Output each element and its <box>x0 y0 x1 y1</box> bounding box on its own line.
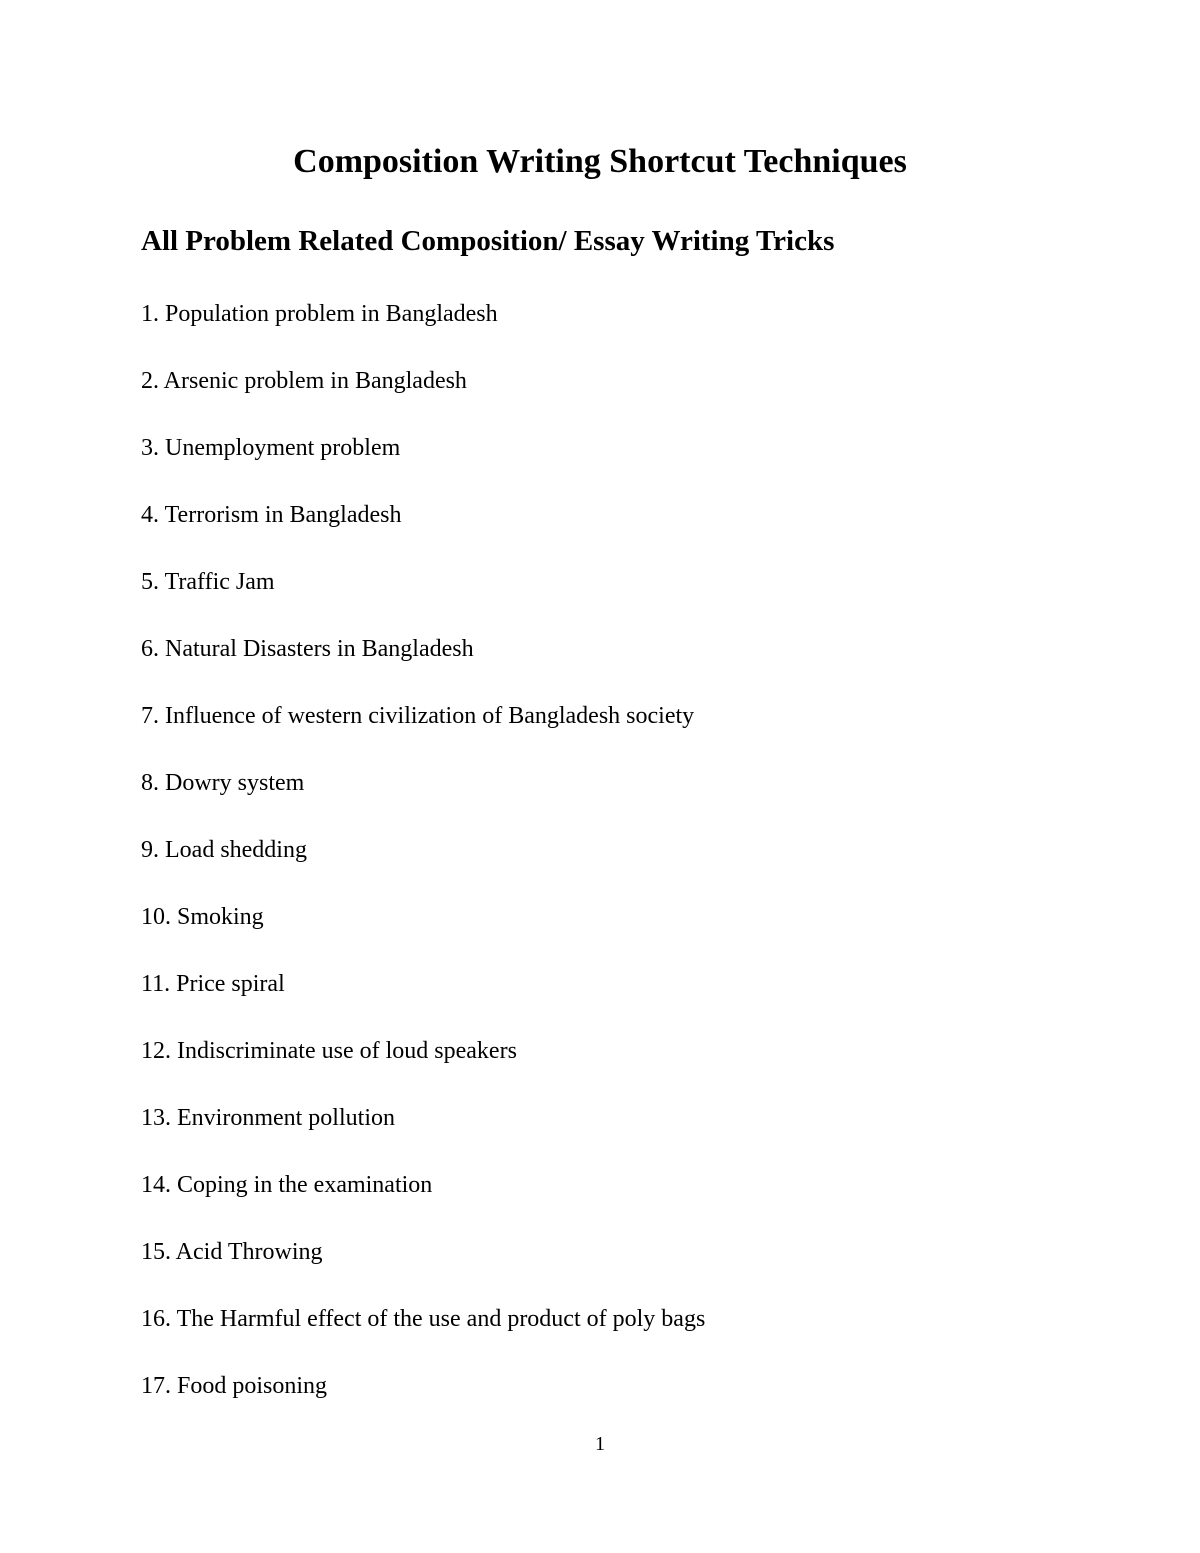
page-number: 1 <box>595 1433 605 1455</box>
list-item: 15. Acid Throwing <box>141 1239 323 1265</box>
list-item: 7. Influence of western civilization of Bangladesh society <box>141 703 695 729</box>
list-item: 4. Terrorism in Bangladesh <box>141 502 402 528</box>
list-item: 1. Population problem in Bangladesh <box>141 301 498 327</box>
list-item: 10. Smoking <box>141 904 264 930</box>
list-item: 8. Dowry system <box>141 770 305 796</box>
list-item: 16. The Harmful effect of the use and product of poly bags <box>141 1306 706 1332</box>
document-title: Composition Writing Shortcut Techniques <box>293 143 907 180</box>
list-item: 14. Coping in the examination <box>141 1172 433 1198</box>
topic-list <box>141 297 705 1436</box>
list-item: 2. Arsenic problem in Bangladesh <box>141 368 467 394</box>
list-item: 5. Traffic Jam <box>141 569 275 595</box>
list-item: 17. Food poisoning <box>141 1373 328 1399</box>
list-item: 13. Environment pollution <box>141 1105 395 1131</box>
list-item: 9. Load shedding <box>141 837 307 863</box>
section-heading: All Problem Related Composition/ Essay Writing Tricks <box>141 225 835 257</box>
list-item: 11. Price spiral <box>141 971 285 997</box>
list-item: 3. Unemployment problem <box>141 435 401 461</box>
list-item: 12. Indiscriminate use of loud speakers <box>141 1038 517 1064</box>
list-item: 6. Natural Disasters in Bangladesh <box>141 636 474 662</box>
